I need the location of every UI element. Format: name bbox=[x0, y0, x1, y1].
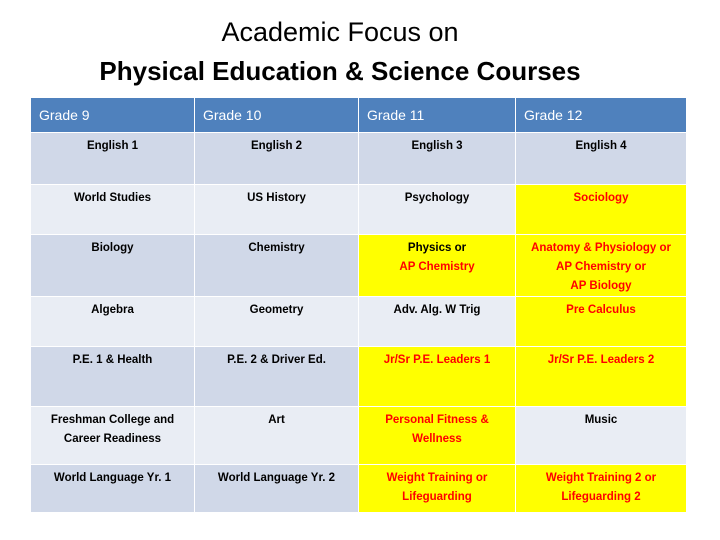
course-cell bbox=[31, 465, 195, 513]
course-cell bbox=[195, 347, 359, 407]
course-cell bbox=[31, 235, 195, 297]
course-cell bbox=[359, 235, 516, 297]
course-name: P.E. 1 & Health bbox=[72, 354, 153, 366]
course-cell bbox=[195, 133, 359, 185]
course-name: P.E. 2 & Driver Ed. bbox=[227, 354, 326, 366]
header-row bbox=[31, 98, 687, 133]
course-name: World Language Yr. 2 bbox=[217, 472, 336, 484]
header-grade-11: Grade 11 bbox=[359, 98, 516, 133]
course-cell bbox=[516, 407, 687, 465]
course-name: Freshman College and bbox=[50, 414, 175, 426]
course-name: Sociology bbox=[573, 192, 629, 204]
course-cell bbox=[31, 347, 195, 407]
course-name: Adv. Alg. W Trig bbox=[393, 304, 481, 316]
course-cell bbox=[516, 465, 687, 513]
course-name: AP Chemistry bbox=[399, 261, 475, 273]
course-name: World Language Yr. 1 bbox=[53, 472, 172, 484]
course-name: AP Biology bbox=[570, 280, 632, 292]
course-cell bbox=[359, 407, 516, 465]
course-cell bbox=[31, 133, 195, 185]
course-name: English 3 bbox=[411, 140, 463, 152]
course-cell bbox=[195, 407, 359, 465]
course-name: Personal Fitness & bbox=[385, 414, 489, 426]
course-name: Chemistry bbox=[248, 242, 305, 254]
course-name: English 1 bbox=[86, 140, 139, 152]
course-name: English 2 bbox=[250, 140, 303, 152]
course-cell bbox=[31, 185, 195, 235]
course-name: Anatomy & Physiology or bbox=[531, 242, 671, 254]
course-cell bbox=[359, 133, 516, 185]
course-name: Wellness bbox=[412, 433, 462, 445]
course-name: Lifeguarding bbox=[402, 491, 472, 503]
course-name: Weight Training or bbox=[386, 472, 488, 484]
course-name: Jr/Sr P.E. Leaders 1 bbox=[383, 354, 491, 366]
table-row-math bbox=[31, 297, 687, 347]
course-cell bbox=[516, 297, 687, 347]
course-cell bbox=[359, 347, 516, 407]
course-name: Music bbox=[584, 414, 618, 426]
table-row-history-social bbox=[31, 185, 687, 235]
slide-title bbox=[0, 12, 680, 90]
course-name: Biology bbox=[91, 242, 134, 254]
course-name: Weight Training 2 or bbox=[545, 472, 657, 484]
course-name: Art bbox=[268, 414, 285, 426]
course-cell bbox=[195, 297, 359, 347]
header-grade-10: Grade 10 bbox=[195, 98, 359, 133]
header-grade-12: Grade 12 bbox=[516, 98, 687, 133]
course-name: Psychology bbox=[404, 192, 470, 204]
course-name: Lifeguarding 2 bbox=[561, 491, 641, 503]
course-name: English 4 bbox=[575, 140, 627, 152]
title-line-2: Physical Education & Science Courses bbox=[99, 56, 581, 86]
course-cell bbox=[359, 297, 516, 347]
table-row-world-language-fitness bbox=[31, 465, 687, 513]
course-name: Algebra bbox=[91, 304, 134, 316]
course-name: US History bbox=[247, 192, 306, 204]
table-row-english bbox=[31, 133, 687, 185]
course-cell bbox=[195, 235, 359, 297]
course-cell bbox=[516, 235, 687, 297]
title-line-1: Academic Focus on bbox=[221, 17, 459, 47]
course-cell bbox=[516, 185, 687, 235]
course-name: AP Chemistry or bbox=[556, 261, 646, 273]
course-cell bbox=[195, 185, 359, 235]
course-name: Jr/Sr P.E. Leaders 2 bbox=[547, 354, 655, 366]
course-table bbox=[30, 97, 687, 513]
course-name: Pre Calculus bbox=[566, 304, 636, 316]
table-row-physical-education bbox=[31, 347, 687, 407]
header-grade-9: Grade 9 bbox=[31, 98, 195, 133]
course-cell bbox=[516, 133, 687, 185]
table-row-electives bbox=[31, 407, 687, 465]
table-row-science bbox=[31, 235, 687, 297]
course-cell bbox=[359, 185, 516, 235]
course-cell bbox=[31, 407, 195, 465]
course-cell bbox=[516, 347, 687, 407]
course-cell bbox=[31, 297, 195, 347]
course-name: World Studies bbox=[73, 192, 152, 204]
course-name: Geometry bbox=[249, 304, 304, 316]
course-name: Career Readiness bbox=[63, 433, 162, 445]
course-name: Physics or bbox=[407, 242, 467, 254]
course-cell bbox=[195, 465, 359, 513]
course-cell bbox=[359, 465, 516, 513]
